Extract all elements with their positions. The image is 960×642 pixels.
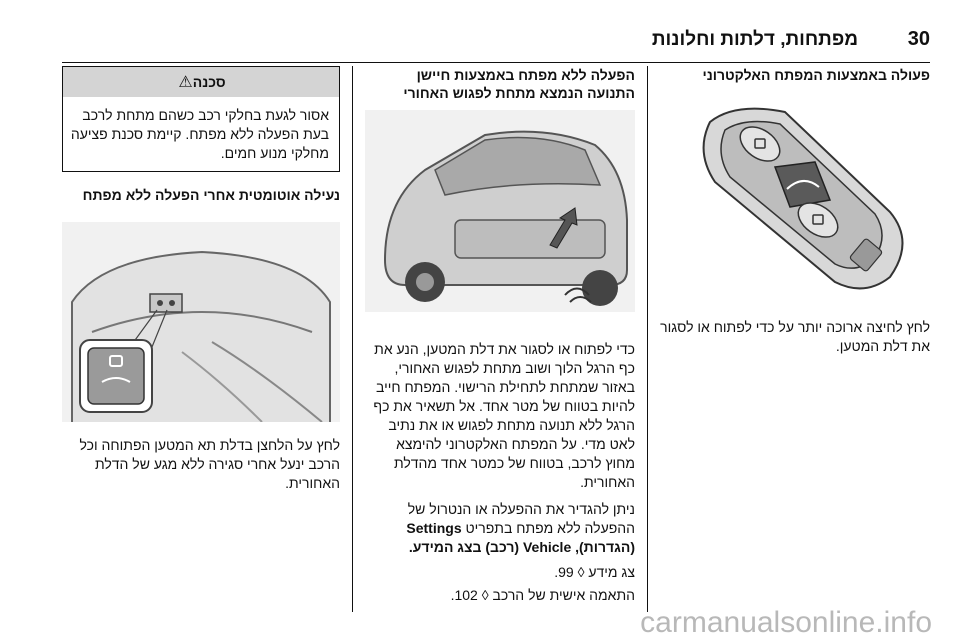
vehicle-label: Vehicle bbox=[522, 539, 572, 555]
warning-triangle-icon: ⚠ bbox=[178, 74, 193, 91]
page-header bbox=[62, 28, 930, 50]
column-divider-right bbox=[647, 66, 648, 612]
electronic-key-illustration bbox=[675, 92, 925, 302]
header-rule bbox=[62, 62, 930, 63]
settings-paragraph-mid: (הגדרות), bbox=[575, 539, 635, 555]
warning-box bbox=[62, 66, 340, 172]
column-divider-left bbox=[352, 66, 353, 612]
middle-column bbox=[365, 66, 635, 102]
left-column bbox=[62, 66, 340, 204]
ref-vehicle-personalisation[interactable]: התאמה אישית של הרכב ◊ 102. bbox=[450, 587, 635, 603]
autolock-paragraph: לחץ על הלחצן בדלת תא המטען הפתוחה וכל הרכב ינעל אחרי סגירה ללא מגע של הדלת האחורית. bbox=[79, 437, 340, 491]
settings-label: Settings bbox=[406, 520, 462, 536]
sensor-paragraph: כדי לפתוח או לסגור את דלת המטען, הנע את כף הרגל הלוך ושוב מתחת לפגוש האחורי, באזור שמתחת לתחילת הרישוי. המפתח חייב להיות בטווח של מטר אחד. אל תשאיר את כף הרגל ללא תנועה מתחת לפגוש או את נתיב לאט מדי. על המפתח האלקטרוני להימצא מחוץ לרכב, בטווח של כמטר אחד מהדלת האחורית. bbox=[373, 341, 635, 490]
tailgate-button-illustration bbox=[62, 222, 340, 422]
middle-column-text bbox=[365, 340, 635, 605]
settings-paragraph-post: (רכב) בצג המידע. bbox=[408, 539, 520, 555]
warning-text: אסור לגעת בחלקי רכב כשהם מתחת לרכב בעת הפעלה ללא מפתח. קיימת סכנת פציעה מחלקי מנוע חמים. bbox=[70, 107, 329, 161]
settings-paragraph-pre: ניתן להגדיר את ההפעלה או הנטרול של ההפעלה ללא מפתח בתפריט bbox=[407, 501, 635, 536]
sensor-heading: הפעלה ללא מפתח באמצעות חיישן התנועה הנמצא מתחת לפגוש האחורי bbox=[403, 67, 635, 101]
right-column-text bbox=[660, 318, 930, 356]
key-heading: פעולה באמצעות המפתח האלקטרוני bbox=[702, 67, 930, 83]
page-title: מפתחות, דלתות וחלונות bbox=[651, 29, 858, 50]
warning-title: סכנה bbox=[192, 74, 226, 90]
right-column bbox=[660, 66, 930, 84]
left-column-text bbox=[62, 436, 340, 493]
ref-info-display[interactable]: צג מידע ◊ 99. bbox=[554, 564, 635, 580]
page-number: 30 bbox=[907, 28, 930, 50]
car-rear-sensor-illustration bbox=[365, 110, 635, 312]
autolock-heading: נעילה אוטומטית אחרי הפעלה ללא מפתח bbox=[82, 187, 340, 203]
settings-paragraph bbox=[365, 500, 635, 557]
key-paragraph: לחץ לחיצה ארוכה יותר על כדי לפתוח או לסגור את דלת המטען. bbox=[660, 319, 930, 354]
footer-watermark: carmanualsonline.info bbox=[640, 606, 932, 639]
warning-header bbox=[63, 67, 339, 97]
